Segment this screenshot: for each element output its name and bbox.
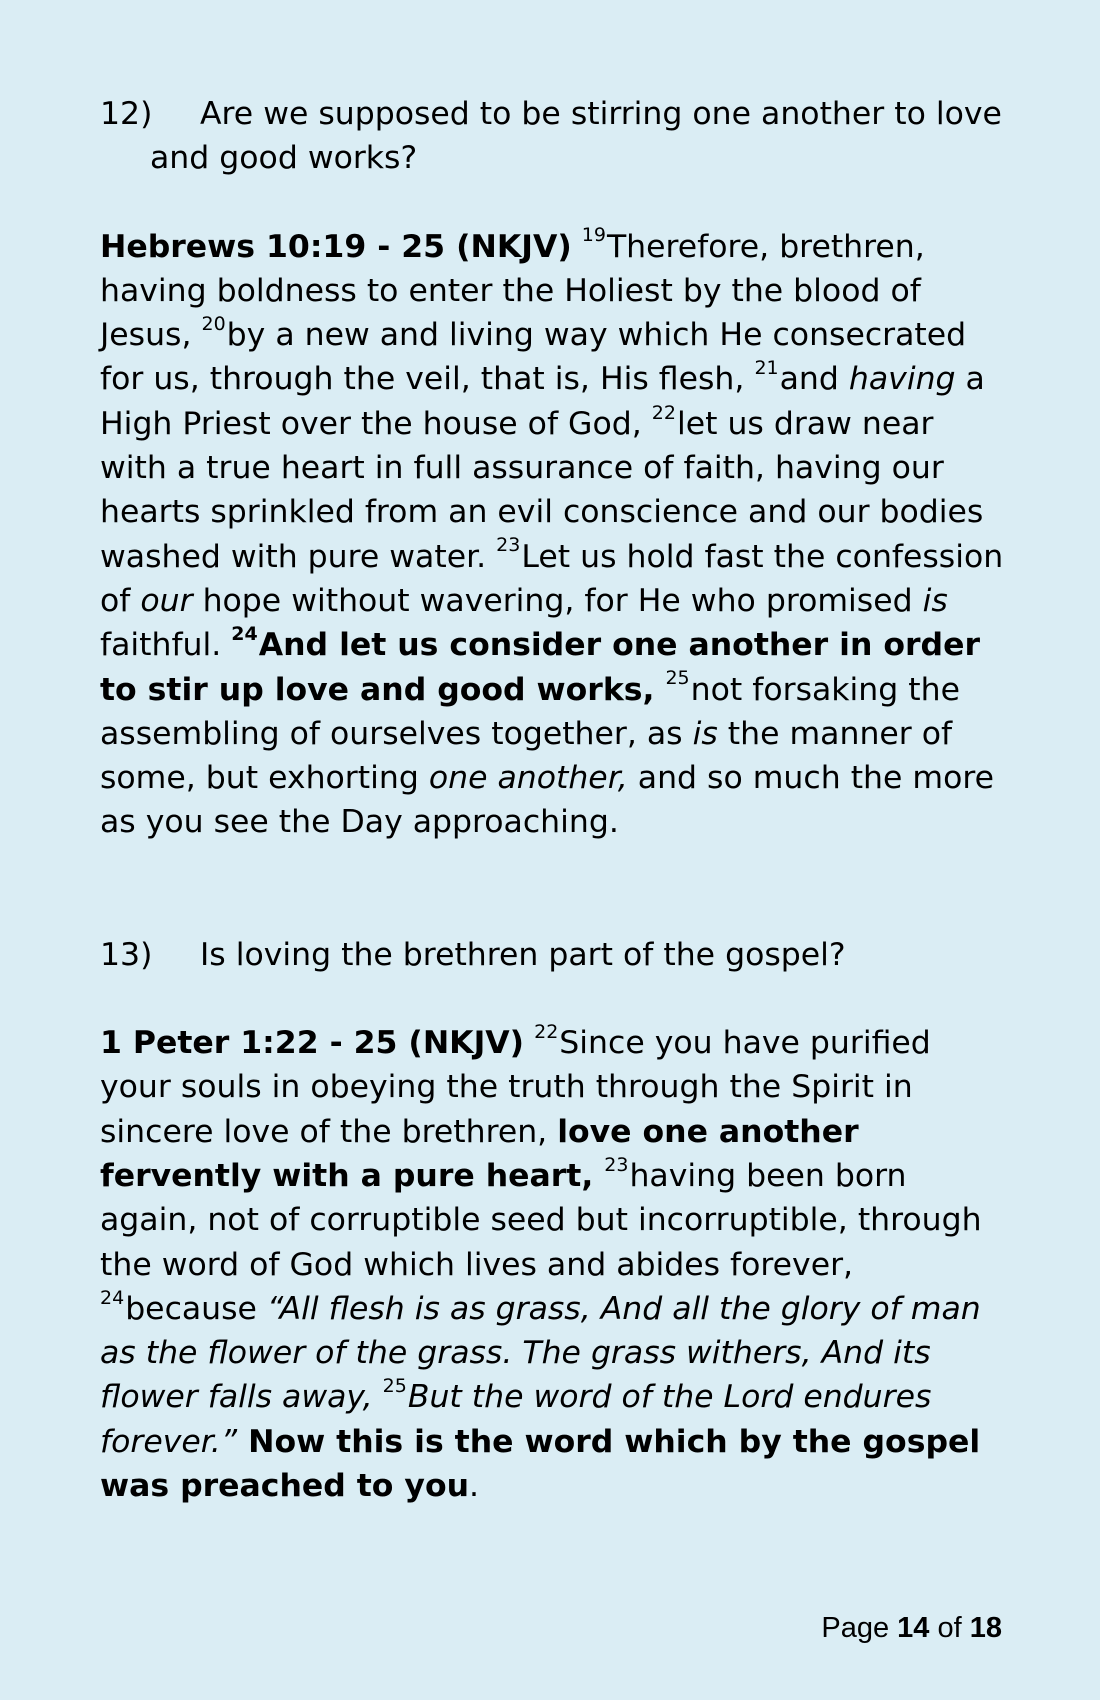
verse-number: 20 [201,313,226,335]
verse-bold-text: love one another fervently with a pure heart, [100,1113,859,1194]
scripture-passage-hebrews [100,225,1005,845]
verse-text: . [469,1468,480,1505]
scripture-reference: Hebrews 10:19 - 25 (NKJV) [100,228,572,265]
page-content [100,92,1005,1508]
verse-text: a High Priest over the house of God, [100,361,985,442]
question-13 [100,933,1005,977]
question-12 [100,92,1005,181]
verse-number: 25 [665,667,690,690]
of-label: of [937,1612,962,1644]
verse-number: 21 [754,357,779,380]
verse-text: and so much the more as you see the Day approaching. [100,760,994,841]
verse-number: 19 [581,224,606,247]
question-number: 12) [100,96,153,132]
verse-italic-text: is [922,582,948,619]
verse-text: by a new and living way which He consecrated for us, through the veil, that is, His flesh, [100,317,967,398]
scripture-reference: 1 Peter 1:22 - 25 (NKJV) [100,1025,525,1062]
question-text: Is loving the brethren part of the gospel? [200,936,846,973]
verse-italic-text: one another, [428,760,628,797]
verse-bold-text: Now this is the word which by the gospel was preached to you [100,1423,981,1505]
verse-number: 25 [382,1375,407,1398]
verse-text: Let us hold fast the confession of [100,538,1004,619]
question-text: Are we supposed to be stirring one another to love and good works? [150,96,1002,177]
verse-number: 24 [100,1286,125,1309]
verse-text: let us draw near with a true heart in full assurance of faith, having our hearts sprinkled from an evil conscience and our bodies washed with pure water. [100,405,984,575]
verse-number: 23 [604,1153,629,1176]
verse-italic-text: But the word of the Lord endures forever.” [100,1379,932,1460]
verse-italic-text: having [848,361,956,398]
verse-text: because [125,1290,267,1327]
verse-number: 24 [231,623,258,646]
verse-text: having been born again, not of corruptible seed but incorruptible, through the word of God which lives and abides forever, [100,1157,982,1283]
verse-number: 23 [496,534,521,557]
question-number: 13) [100,936,153,973]
verse-text: hope without wavering, for He who promised [192,582,923,619]
current-page: 14 [897,1612,930,1644]
verse-text: Therefore, brethren, having boldness to enter the Holiest by the blood of Jesus, [100,228,925,354]
verse-italic-text: is [692,715,718,752]
verse-bold-text: And let us consider one another in order to stir up love and good works, [100,627,980,708]
verse-text: and [779,361,849,398]
verse-text: Since you have purified your souls in obeying the truth through the Spirit in sincere love of the brethren, [100,1025,931,1150]
verse-italic-text: “All flesh is as grass, And all the glory of man as the flower of the grass. The grass withers, And its flower falls away, [100,1290,981,1416]
page-label: Page [821,1612,890,1644]
page-number [821,1606,1002,1650]
verse-text: the manner of some, but exhorting [100,715,953,797]
total-pages: 18 [969,1612,1002,1644]
verse-number: 22 [651,401,676,424]
scripture-passage-1-peter [100,1021,1005,1508]
verse-text: faithful. [100,627,232,664]
verse-number: 22 [534,1020,559,1043]
verse-italic-text: our [140,582,193,619]
verse-text: not forsaking the assembling of ourselves together, as [100,671,960,752]
